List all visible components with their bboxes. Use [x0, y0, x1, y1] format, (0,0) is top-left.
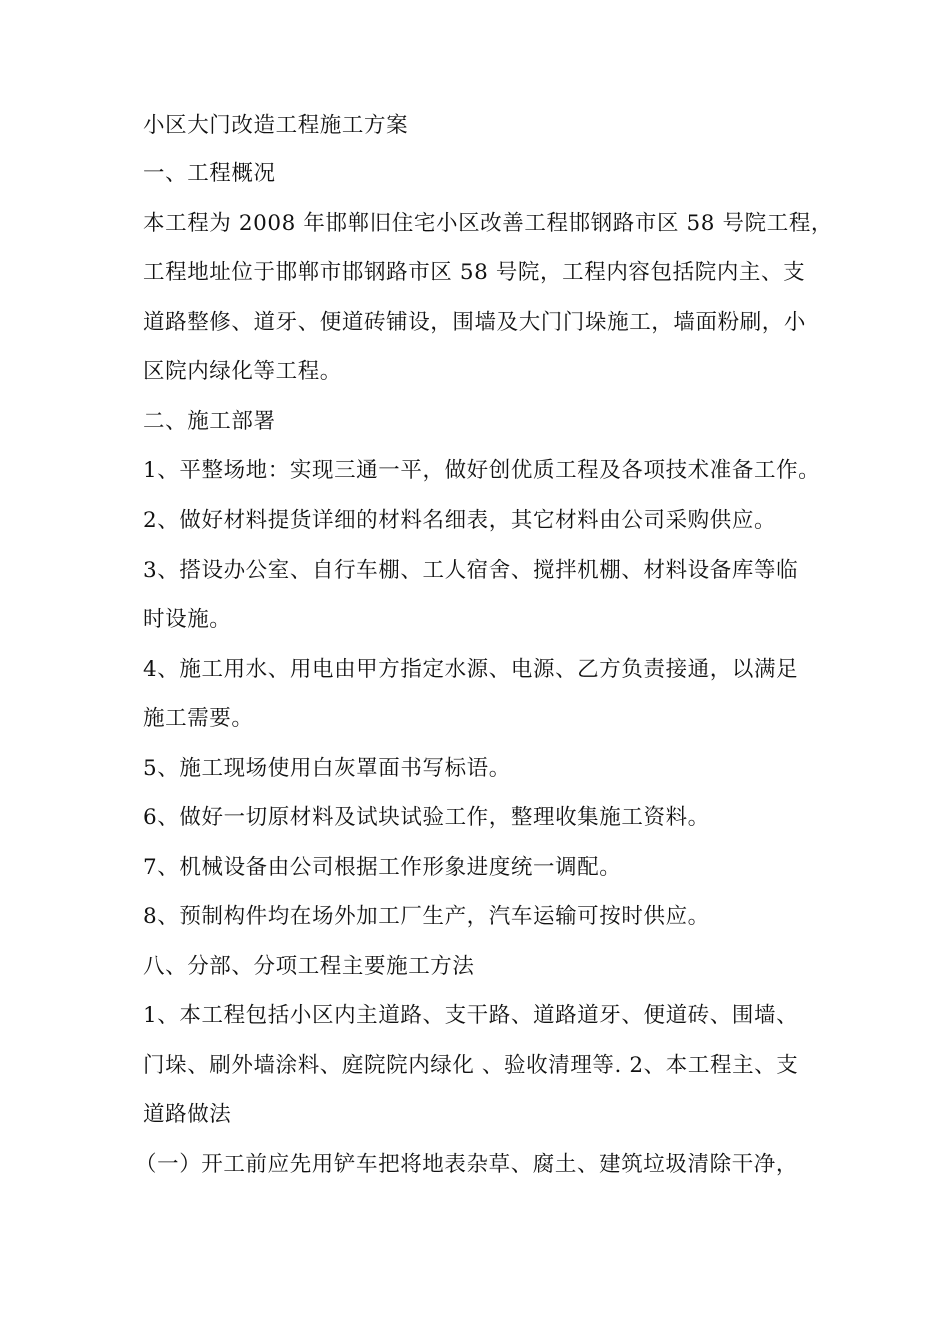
paragraph-line: 区院内绿化等工程。	[143, 359, 342, 384]
list-item: 7、机械设备由公司根据工作形象进度统一调配。	[143, 855, 622, 880]
paragraph-line: 本工程为 2008 年邯郸旧住宅小区改善工程邯钢路市区 58 号院工程，	[143, 211, 834, 236]
paragraph-line: 工程地址位于邯郸市邯钢路市区 58 号院，工程内容包括院内主、支	[143, 260, 806, 285]
sub-item: （一）开工前应先用铲车把将地表杂草、腐土、建筑垃圾清除干净，	[135, 1152, 799, 1177]
list-item-continuation: 门垛、刷外墙涂料、庭院院内绿化 、验收清理等. 2、本工程主、支	[143, 1053, 799, 1078]
section-heading: 一、工程概况	[143, 161, 276, 186]
list-item: 6、做好一切原材料及试块试验工作，整理收集施工资料。	[143, 805, 710, 830]
document-title: 小区大门改造工程施工方案	[143, 113, 409, 138]
list-item-continuation: 道路做法	[143, 1102, 232, 1127]
section-heading: 二、施工部署	[143, 409, 276, 434]
section-heading: 八、分部、分项工程主要施工方法	[143, 954, 475, 979]
list-item: 1、平整场地：实现三通一平，做好创优质工程及各项技术准备工作。	[143, 458, 821, 483]
list-item: 1、本工程包括小区内主道路、支干路、道路道牙、便道砖、围墙、	[143, 1003, 799, 1028]
list-item: 8、预制构件均在场外加工厂生产，汽车运输可按时供应。	[143, 904, 710, 929]
list-item: 2、做好材料提货详细的材料名细表，其它材料由公司采购供应。	[143, 508, 777, 533]
list-item: 4、施工用水、用电由甲方指定水源、电源、乙方负责接通，以满足	[143, 657, 799, 682]
list-item: 5、施工现场使用白灰罩面书写标语。	[143, 756, 511, 781]
list-item-continuation: 时设施。	[143, 607, 232, 632]
paragraph-line: 道路整修、道牙、便道砖铺设，围墙及大门门垛施工，墙面粉刷，小	[143, 310, 807, 335]
list-item: 3、搭设办公室、自行车棚、工人宿舍、搅拌机棚、材料设备库等临	[143, 558, 799, 583]
list-item-continuation: 施工需要。	[143, 706, 254, 731]
